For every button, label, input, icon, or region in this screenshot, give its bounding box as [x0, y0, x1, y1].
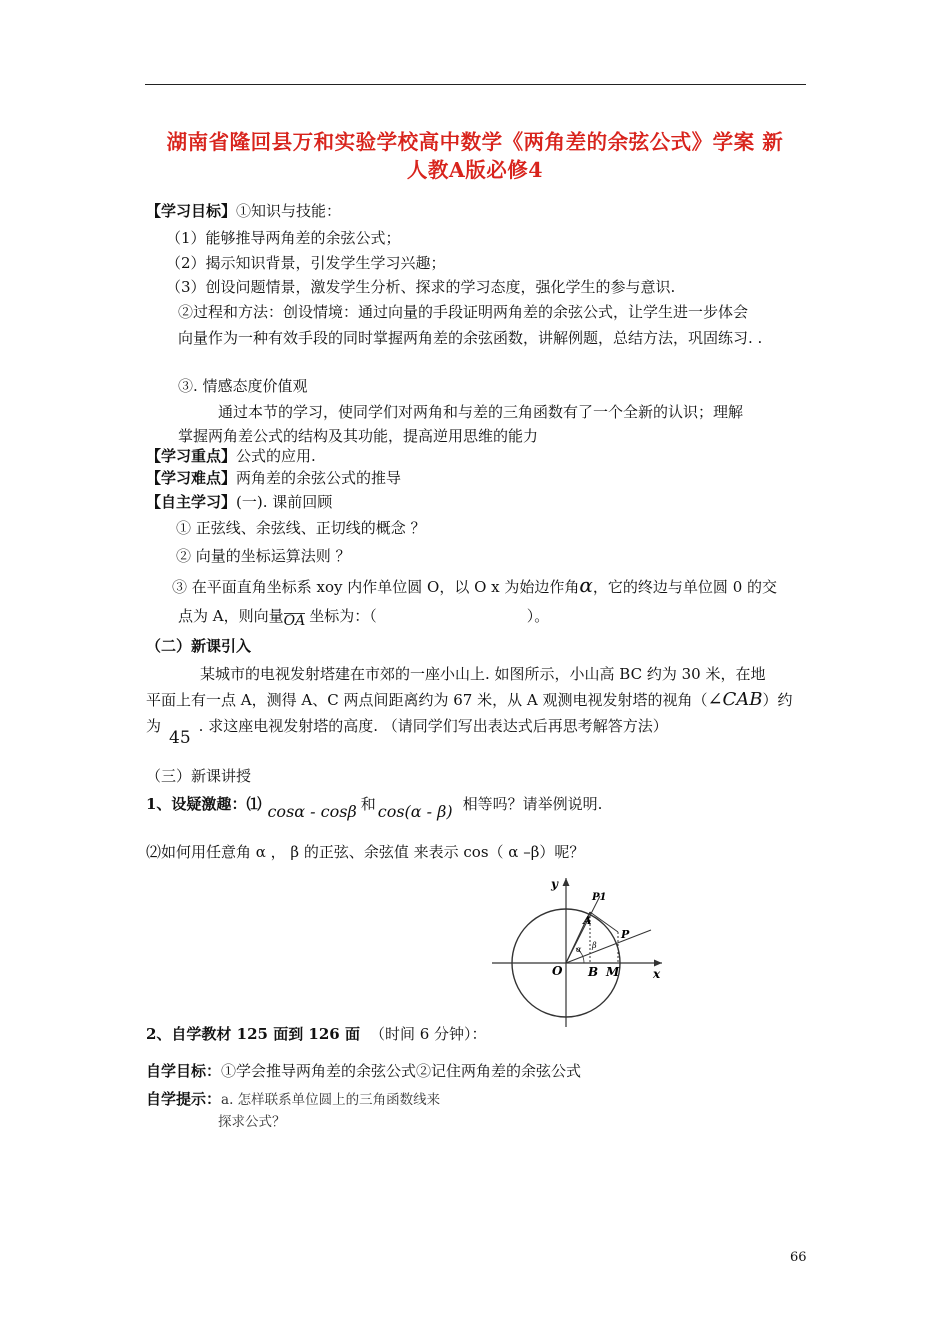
section2-p2 — [146, 690, 793, 710]
label-m: M — [606, 965, 620, 979]
title-line-1: 湖南省隆回县万和实验学校高中数学《两角差的余弦公式》学案 新 — [166, 130, 784, 154]
label-alpha: α — [576, 945, 582, 954]
and-text: 和 — [360, 795, 376, 813]
section3-question-1 — [146, 794, 603, 821]
label-y: y — [551, 877, 558, 891]
x-axis-arrow — [654, 960, 662, 967]
review-q3-text-b: ，它的终边与单位圆 0 的交 — [592, 578, 778, 596]
section3-q1-label: 1、设疑激趣： — [146, 795, 247, 813]
self-study-text: (一). 课前回顾 — [236, 493, 333, 511]
label-o: O — [552, 964, 563, 978]
review-q3-line2-a: 点为 A，则向量 — [178, 607, 284, 625]
section2-p3-b: . 求这座电视发射塔的高度. （请同学们写出表达式后再思考解答方法） — [198, 717, 668, 735]
process-line-1: ②过程和方法：创设情境：通过向量的手段证明两角差的余弦公式，让学生进一步体会 — [178, 303, 749, 321]
vector-oa: OA — [283, 613, 306, 629]
self-study-hint-label: 自学提示： — [146, 1090, 222, 1108]
section3-q1-num: ⑴ — [246, 795, 262, 813]
section3-q1-tail: 相等吗？请举例说明. — [462, 795, 603, 813]
self-study-row — [146, 492, 332, 512]
key-point-text: 公式的应用. — [236, 447, 316, 465]
label-b: B — [588, 965, 599, 979]
chord-ap — [590, 912, 618, 932]
self-study-label: 【自主学习】 — [146, 493, 237, 511]
self-study-goal-label: 自学目标： — [146, 1062, 222, 1080]
label-p: P — [621, 928, 630, 941]
section4-title-row — [146, 1024, 487, 1044]
y-axis-arrow — [563, 878, 570, 886]
key-point-label: 【学习重点】 — [146, 447, 237, 465]
goals-row — [146, 201, 341, 221]
page-number: 66 — [790, 1250, 807, 1265]
section2-p3-a: 为 — [146, 717, 162, 735]
goal-item-1: （1）能够推导两角差的余弦公式； — [166, 229, 401, 247]
expr-cos-of-diff: cos(α - β) — [377, 802, 453, 821]
review-q3-line1 — [172, 575, 777, 597]
section4-title: 2、自学教材 125 面到 126 面 — [146, 1025, 360, 1043]
section3-title: （三）新课讲授 — [146, 767, 252, 785]
alpha-symbol: α — [579, 573, 593, 597]
difficulty-label: 【学习难点】 — [146, 469, 237, 487]
goals-intro: ①知识与技能： — [236, 202, 342, 220]
emotion-title: ③. 情感态度价值观 — [178, 377, 308, 395]
label-x: x — [653, 967, 661, 981]
section2-title: （二）新课引入 — [146, 637, 252, 655]
section2-p2-a: 平面上有一点 A，测得 A、C 两点间距离约为 67 米，从 A 观测电视发射塔的视角（ — [146, 691, 708, 709]
review-q2: ② 向量的坐标运算法则 ？ — [176, 547, 351, 565]
difficulty-text: 两角差的余弦公式的推导 — [236, 469, 402, 487]
self-study-hint-line1: a. 怎样联系单位圆上的三角函数线来 — [221, 1092, 441, 1108]
section2-p1: 某城市的电视发射塔建在市郊的一座小山上. 如图所示，小山高 BC 约为 30 米，在地 — [200, 665, 766, 683]
emotion-line-2: 掌握两角差公式的结构及其功能，提高逆用思维的能力 — [178, 427, 539, 445]
title-line-2: 人教A版必修4 — [406, 158, 544, 182]
section2-p3 — [146, 716, 668, 748]
section3-question-2: ⑵如何用任意角 α ， β 的正弦、余弦值 来表示 cos（ α –β）呢？ — [146, 843, 585, 861]
difficulty-row — [146, 468, 401, 488]
review-q1: ① 正弦线、余弦线、正切线的概念 ？ — [176, 519, 426, 537]
self-study-hint-line2: 探求公式？ — [218, 1114, 286, 1130]
review-q3-line2 — [178, 606, 550, 629]
goals-label: 【学习目标】 — [146, 202, 237, 220]
review-q3-line2-c: ）。 — [526, 607, 550, 625]
goal-item-3: （3）创设问题情景，激发学生分析、探求的学习态度，强化学生的参与意识. — [166, 278, 676, 296]
self-study-hint-row — [146, 1089, 440, 1110]
process-line-2: 向量作为一种有效手段的同时掌握两角差的余弦函数，讲解例题，总结方法，巩固练习. . — [178, 329, 763, 347]
emotion-line-1: 通过本节的学习，使同学们对两角和与差的三角函数有了一个全新的认识；理解 — [218, 403, 744, 421]
expr-cos-diff: cosα - cosβ — [267, 802, 357, 821]
label-beta: β — [592, 941, 597, 950]
angle-cab: ∠CAB — [707, 689, 763, 710]
self-study-goal-text: ①学会推导两角差的余弦公式②记住两角差的余弦公式 — [221, 1062, 582, 1080]
unit-circle-figure — [488, 872, 668, 1030]
angle-value: 45 — [169, 728, 191, 748]
goal-item-2: （2）揭示知识背景，引发学生学习兴趣； — [166, 254, 446, 272]
review-q3-line2-b: 坐标为：（ — [309, 607, 377, 625]
review-q3-text-a: ③ 在平面直角坐标系 xoy 内作单位圆 O，以 O x 为始边作角 — [172, 578, 580, 596]
section4-time: （时间 6 分钟）： — [369, 1025, 487, 1043]
label-p1: P1 — [592, 892, 607, 903]
section2-p2-b: ）约 — [762, 691, 793, 709]
header-rule — [145, 84, 806, 85]
label-a: A — [583, 914, 592, 927]
key-point-row — [146, 446, 316, 466]
self-study-goal-row — [146, 1061, 581, 1081]
